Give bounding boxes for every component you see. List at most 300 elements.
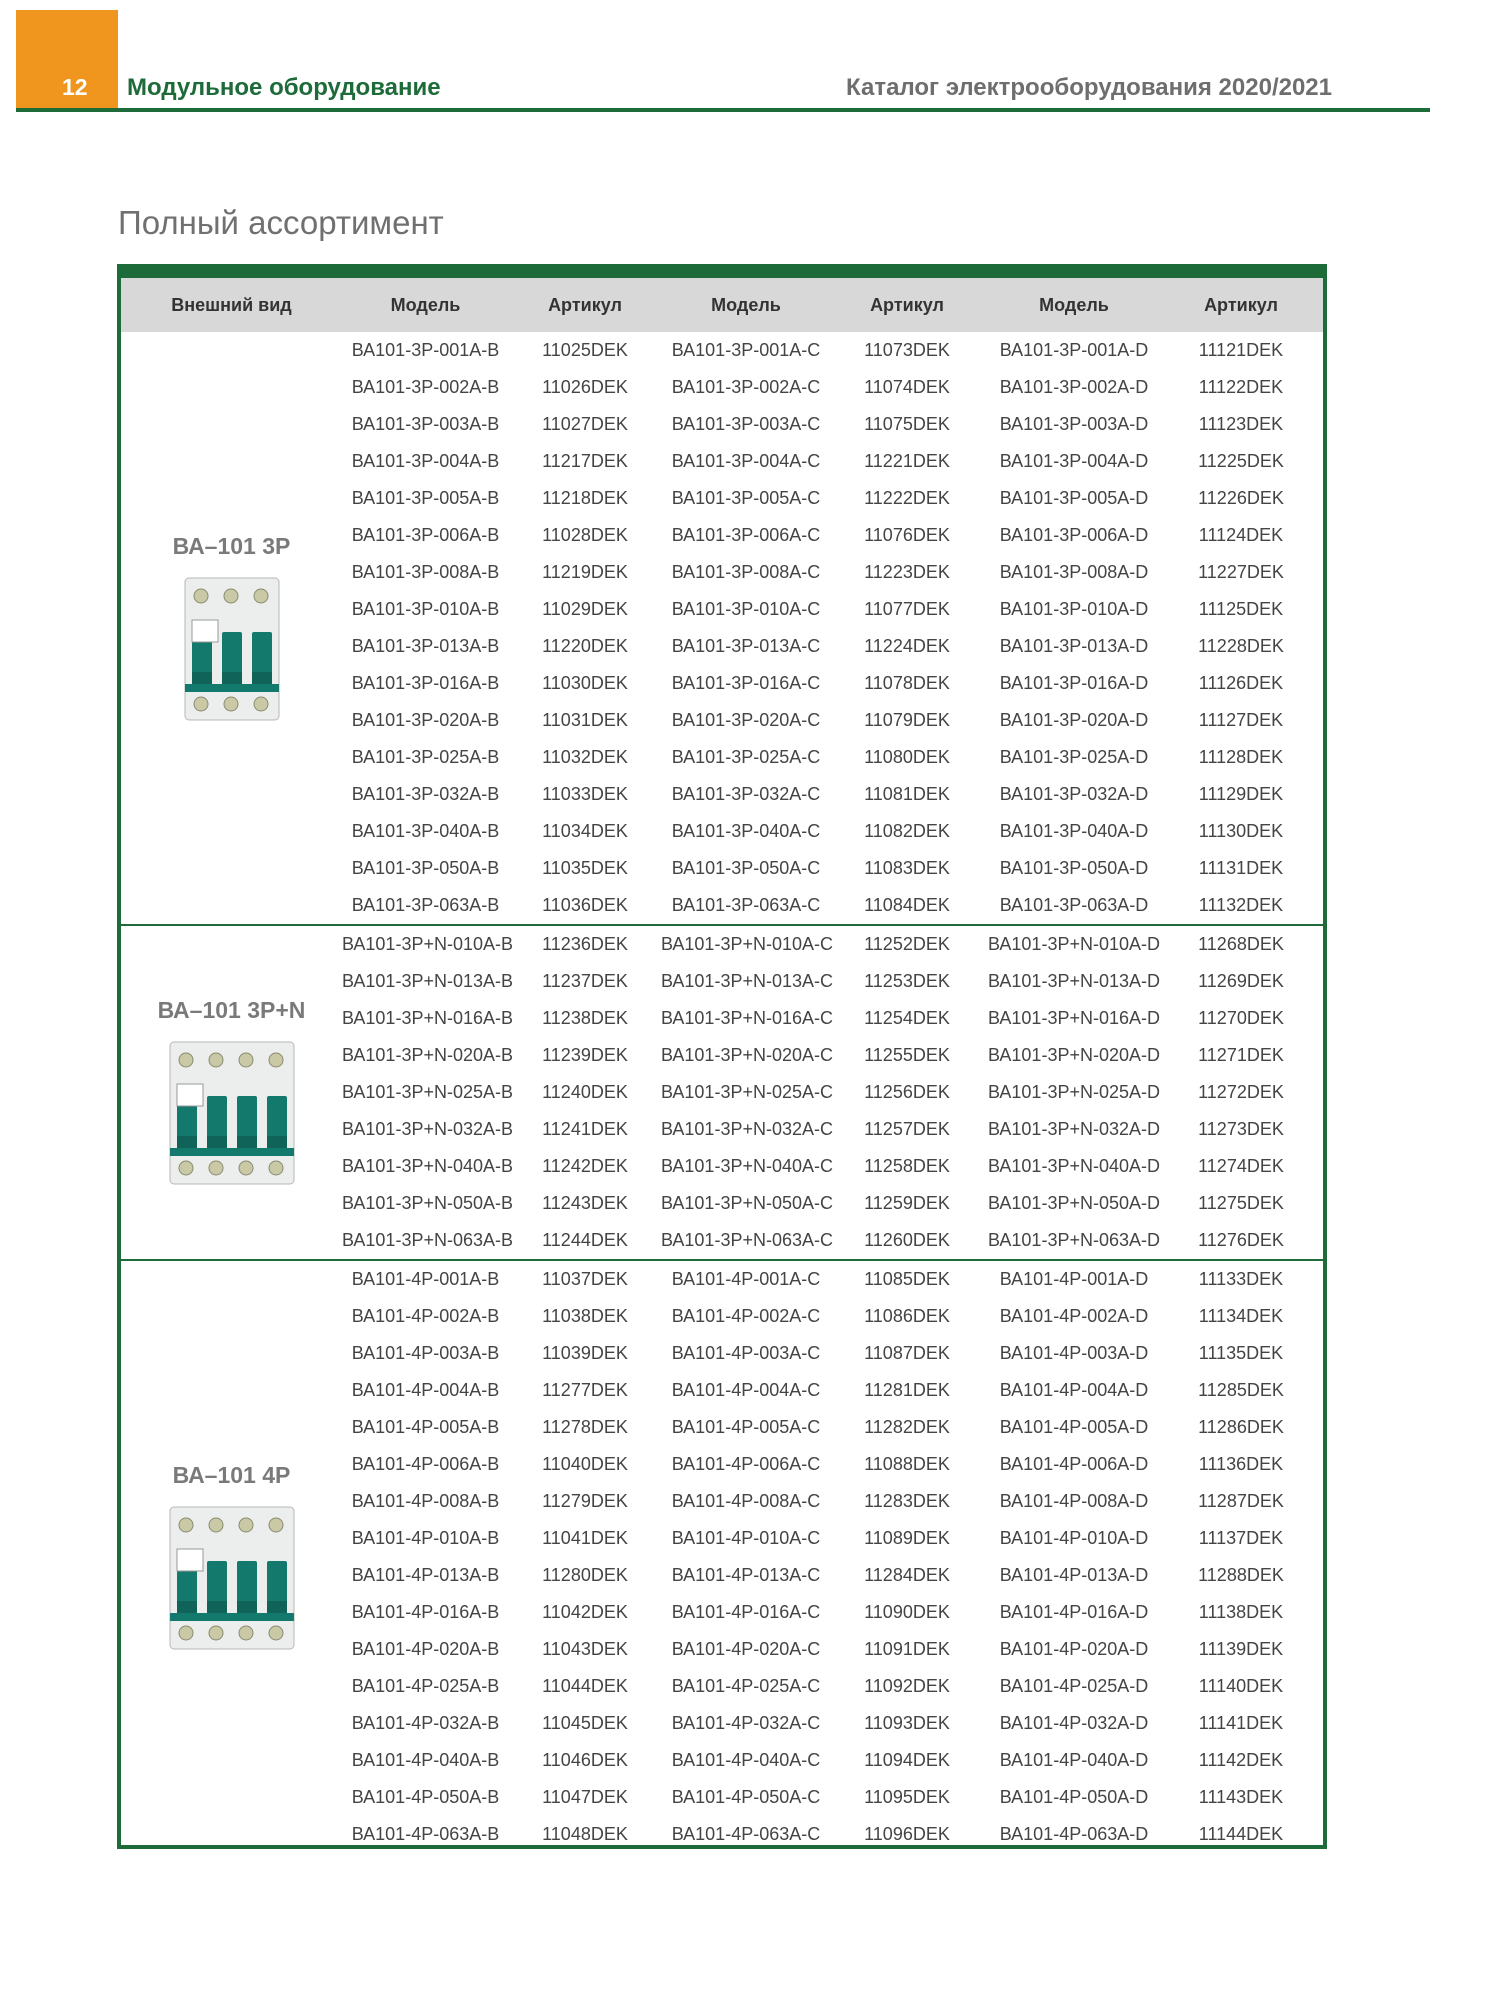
article-cell: 11038DEK [542,1306,628,1326]
product-appearance-cell [121,1261,342,1853]
article-cell: 11242DEK [542,1156,628,1176]
model-cell: ВА101-3P-008A-C [671,562,821,582]
model-cell: ВА101-3P-004A-D [999,451,1149,471]
model-cell: ВА101-3P-025A-D [999,747,1149,767]
table-row [342,1037,1323,1074]
table-header [121,278,1323,332]
article-cell: 11268DEK [1198,934,1284,954]
article-cell: 11139DEK [1198,1639,1284,1659]
table-row [342,1261,1323,1298]
article-cell: 11129DEK [1198,784,1284,804]
article-cell: 11078DEK [864,673,950,693]
article-cell: 11026DEK [542,377,628,397]
model-cell: ВА101-3P+N-025A-D [988,1082,1160,1102]
model-cell: ВА101-3P-002A-C [671,377,821,397]
model-cell: ВА101-4P-032A-D [999,1713,1149,1733]
article-cell: 11281DEK [864,1380,950,1400]
model-cell: ВА101-3P-016A-D [999,673,1149,693]
article-cell: 11028DEK [542,525,628,545]
article-cell: 11036DEK [542,895,628,915]
model-cell: ВА101-3P-016A-B [351,673,500,693]
article-cell: 11138DEK [1198,1602,1284,1622]
model-cell: ВА101-3P-002A-B [351,377,500,397]
article-cell: 11029DEK [542,599,628,619]
model-cell: ВА101-4P-013A-B [351,1565,500,1585]
model-cell: ВА101-3P+N-040A-C [661,1156,833,1176]
article-cell: 11089DEK [864,1528,950,1548]
article-cell: 11140DEK [1198,1676,1284,1696]
article-cell: 11131DEK [1198,858,1284,878]
product-series-name: ВА–101 3Р+N [157,997,306,1023]
article-cell: 11125DEK [1198,599,1284,619]
table-row [342,887,1323,924]
product-series-name: ВА–101 4Р [172,1461,291,1488]
article-cell: 11257DEK [864,1119,950,1139]
article-cell: 11037DEK [542,1269,628,1289]
article-cell: 11133DEK [1198,1269,1284,1289]
model-cell: ВА101-3P-010A-B [351,599,500,619]
table-row [342,1074,1323,1111]
model-cell: ВА101-3P-050A-C [671,858,821,878]
model-cell: ВА101-4P-040A-B [351,1750,500,1770]
article-cell: 11076DEK [864,525,950,545]
model-cell: ВА101-4P-005A-C [671,1417,821,1437]
model-cell: ВА101-3P-040A-C [671,821,821,841]
model-cell: ВА101-3P+N-016A-C [661,1008,833,1028]
article-cell: 11277DEK [542,1380,628,1400]
article-cell: 11035DEK [542,858,628,878]
product-appearance-cell [121,926,342,1259]
model-cell: ВА101-3P+N-016A-D [988,1008,1160,1028]
model-cell: ВА101-4P-013A-D [999,1565,1149,1585]
article-cell: 11027DEK [542,414,628,434]
model-cell: ВА101-3P+N-063A-C [661,1230,833,1250]
model-cell: ВА101-3P+N-013A-C [661,971,833,991]
table-row [342,1668,1323,1705]
table-row [342,1000,1323,1037]
model-cell: ВА101-3P+N-040A-D [988,1156,1160,1176]
article-cell: 11283DEK [864,1491,950,1511]
table-row [342,1372,1323,1409]
model-cell: ВА101-4P-010A-C [671,1528,821,1548]
product-group [121,1261,1323,1853]
article-cell: 11220DEK [542,636,628,656]
model-cell: ВА101-4P-005A-B [351,1417,500,1437]
article-cell: 11271DEK [1198,1045,1284,1065]
model-cell: ВА101-3P+N-050A-B [342,1193,513,1213]
column-header: Модель [711,294,781,315]
article-cell: 11275DEK [1198,1193,1284,1213]
table-row [342,591,1323,628]
model-cell: ВА101-4P-016A-D [999,1602,1149,1622]
model-cell: ВА101-3P-020A-B [351,710,500,730]
model-cell: ВА101-3P+N-020A-D [988,1045,1160,1065]
model-cell: ВА101-3P+N-063A-D [988,1230,1160,1250]
product-group [121,926,1323,1261]
table-row [342,443,1323,480]
article-cell: 11144DEK [1198,1824,1284,1844]
article-cell: 11241DEK [542,1119,628,1139]
model-cell: ВА101-3P+N-013A-B [342,971,513,991]
model-cell: ВА101-4P-063A-D [999,1824,1149,1844]
model-cell: ВА101-4P-025A-C [671,1676,821,1696]
model-cell: ВА101-3P+N-040A-B [342,1156,513,1176]
model-cell: ВА101-4P-008A-C [671,1491,821,1511]
model-cell: ВА101-3P+N-013A-D [988,971,1160,991]
model-cell: ВА101-3P-003A-B [351,414,500,434]
model-cell: ВА101-4P-003A-D [999,1343,1149,1363]
article-cell: 11043DEK [542,1639,628,1659]
article-cell: 11094DEK [864,1750,950,1770]
article-cell: 11226DEK [1198,488,1284,508]
table-row [342,1557,1323,1594]
article-cell: 11091DEK [864,1639,950,1659]
article-cell: 11252DEK [864,934,950,954]
article-cell: 11222DEK [864,488,950,508]
model-cell: ВА101-3P-050A-D [999,858,1149,878]
article-cell: 11223DEK [864,562,950,582]
table-row [342,1446,1323,1483]
article-cell: 11046DEK [542,1750,628,1770]
model-cell: ВА101-3P+N-010A-B [342,934,513,954]
article-cell: 11128DEK [1198,747,1284,767]
article-cell: 11135DEK [1198,1343,1284,1363]
model-cell: ВА101-4P-008A-D [999,1491,1149,1511]
model-cell: ВА101-3P-050A-B [351,858,500,878]
model-cell: ВА101-3P+N-032A-B [342,1119,513,1139]
table-row [342,1185,1323,1222]
article-cell: 11276DEK [1198,1230,1284,1250]
model-cell: ВА101-4P-025A-D [999,1676,1149,1696]
article-cell: 11048DEK [542,1824,628,1844]
model-cell: ВА101-4P-013A-C [671,1565,821,1585]
model-cell: ВА101-3P-005A-B [351,488,500,508]
page-number: 12 [62,74,88,100]
article-cell: 11259DEK [864,1193,950,1213]
section-title: Модульное оборудование [127,74,441,101]
article-cell: 11142DEK [1198,1750,1284,1770]
model-cell: ВА101-4P-010A-D [999,1528,1149,1548]
article-cell: 11286DEK [1198,1417,1284,1437]
column-header: Артикул [1204,294,1278,315]
table-row [342,554,1323,591]
article-cell: 11086DEK [864,1306,950,1326]
article-cell: 11270DEK [1198,1008,1284,1028]
table-row [342,739,1323,776]
article-cell: 11095DEK [864,1787,950,1807]
model-cell: ВА101-3P-020A-D [999,710,1149,730]
model-cell: ВА101-3P+N-032A-C [661,1119,833,1139]
model-cell: ВА101-3P+N-010A-D [988,934,1160,954]
model-cell: ВА101-3P-040A-B [351,821,500,841]
model-cell: ВА101-4P-016A-B [351,1602,500,1622]
model-cell: ВА101-3P+N-010A-C [661,934,833,954]
article-cell: 11079DEK [864,710,950,730]
model-cell: ВА101-4P-006A-B [351,1454,500,1474]
article-cell: 11030DEK [542,673,628,693]
model-cell: ВА101-4P-001A-C [671,1269,821,1289]
model-cell: ВА101-3P+N-050A-D [988,1193,1160,1213]
model-cell: ВА101-4P-001A-D [999,1269,1149,1289]
article-cell: 11025DEK [542,340,628,360]
model-cell: ВА101-3P-010A-D [999,599,1149,619]
article-cell: 11254DEK [864,1008,950,1028]
table-row [342,1298,1323,1335]
table-row [342,406,1323,443]
model-cell: ВА101-4P-050A-D [999,1787,1149,1807]
table-row [342,1594,1323,1631]
article-cell: 11136DEK [1198,1454,1284,1474]
model-cell: ВА101-3P+N-016A-B [342,1008,513,1028]
model-cell: ВА101-4P-002A-B [351,1306,500,1326]
article-cell: 11081DEK [864,784,950,804]
model-cell: ВА101-3P-032A-D [999,784,1149,804]
article-cell: 11227DEK [1198,562,1284,582]
article-cell: 11218DEK [542,488,628,508]
article-cell: 11269DEK [1198,971,1284,991]
model-cell: ВА101-3P-006A-D [999,525,1149,545]
article-cell: 11255DEK [864,1045,950,1065]
model-cell: ВА101-4P-016A-C [671,1602,821,1622]
table-row [342,1335,1323,1372]
model-cell: ВА101-3P+N-063A-B [342,1230,513,1250]
article-cell: 11239DEK [542,1045,628,1065]
article-cell: 11087DEK [864,1343,950,1363]
table-row [342,480,1323,517]
model-cell: ВА101-3P-025A-C [671,747,821,767]
article-cell: 11085DEK [864,1269,950,1289]
table-row [342,1409,1323,1446]
circuit-breaker-image [167,1503,297,1653]
article-cell: 11287DEK [1198,1491,1284,1511]
model-cell: ВА101-3P-063A-C [671,895,821,915]
article-cell: 11073DEK [864,340,950,360]
article-cell: 11243DEK [542,1193,628,1213]
article-cell: 11284DEK [864,1565,950,1585]
model-cell: ВА101-3P-001A-C [671,340,821,360]
table-row [342,1779,1323,1816]
table-row [342,850,1323,887]
model-cell: ВА101-3P+N-025A-C [661,1082,833,1102]
model-cell: ВА101-3P-003A-D [999,414,1149,434]
table-body [121,332,1323,1853]
article-cell: 11032DEK [542,747,628,767]
model-cell: ВА101-4P-004A-C [671,1380,821,1400]
page-title: Полный ассортимент [118,204,444,241]
article-cell: 11288DEK [1198,1565,1284,1585]
table-row [342,1111,1323,1148]
product-series-name: ВА–101 3Р [172,532,291,559]
model-cell: ВА101-3P-032A-B [351,784,500,804]
model-cell: ВА101-3P-032A-C [671,784,821,804]
article-cell: 11042DEK [542,1602,628,1622]
article-cell: 11084DEK [864,895,950,915]
article-cell: 11274DEK [1198,1156,1284,1176]
model-cell: ВА101-4P-040A-C [671,1750,821,1770]
table-row [342,628,1323,665]
article-cell: 11047DEK [542,1787,628,1807]
article-cell: 11080DEK [864,747,950,767]
article-cell: 11225DEK [1198,451,1284,471]
article-cell: 11282DEK [864,1417,950,1437]
article-cell: 11044DEK [542,1676,628,1696]
model-cell: ВА101-3P-004A-B [351,451,500,471]
article-cell: 11217DEK [542,451,628,471]
article-cell: 11273DEK [1198,1119,1284,1139]
article-cell: 11238DEK [542,1008,628,1028]
model-cell: ВА101-4P-002A-C [671,1306,821,1326]
table-row [342,926,1323,963]
table-row [342,1816,1323,1853]
article-cell: 11083DEK [864,858,950,878]
article-cell: 11236DEK [542,934,628,954]
model-cell: ВА101-4P-050A-C [671,1787,821,1807]
article-cell: 11122DEK [1198,377,1284,397]
model-cell: ВА101-3P-013A-C [671,636,821,656]
article-cell: 11040DEK [542,1454,628,1474]
model-cell: ВА101-4P-063A-B [351,1824,500,1844]
column-header: Артикул [548,294,622,315]
model-cell: ВА101-4P-063A-C [671,1824,821,1844]
article-cell: 11285DEK [1198,1380,1284,1400]
model-cell: ВА101-3P+N-032A-D [988,1119,1160,1139]
model-cell: ВА101-3P-008A-D [999,562,1149,582]
article-cell: 11031DEK [542,710,628,730]
model-cell: ВА101-3P-040A-D [999,821,1149,841]
article-cell: 11039DEK [542,1343,628,1363]
model-cell: ВА101-3P-020A-C [671,710,821,730]
model-cell: ВА101-4P-020A-D [999,1639,1149,1659]
article-cell: 11219DEK [542,562,628,582]
model-cell: ВА101-4P-004A-B [351,1380,500,1400]
model-cell: ВА101-3P-001A-B [351,340,500,360]
article-cell: 11132DEK [1198,895,1284,915]
model-cell: ВА101-4P-005A-D [999,1417,1149,1437]
article-cell: 11137DEK [1198,1528,1284,1548]
model-cell: ВА101-3P+N-020A-C [661,1045,833,1065]
article-cell: 11240DEK [542,1082,628,1102]
article-cell: 11134DEK [1198,1306,1284,1326]
model-cell: ВА101-4P-010A-B [351,1528,500,1548]
article-cell: 11033DEK [542,784,628,804]
article-cell: 11244DEK [542,1230,628,1250]
article-cell: 11045DEK [542,1713,628,1733]
model-cell: ВА101-4P-006A-C [671,1454,821,1474]
article-cell: 11224DEK [864,636,950,656]
article-cell: 11041DEK [542,1528,628,1548]
model-cell: ВА101-3P-013A-D [999,636,1149,656]
article-cell: 11228DEK [1198,636,1284,656]
table-row [342,1631,1323,1668]
model-cell: ВА101-3P-063A-D [999,895,1149,915]
table-row [342,369,1323,406]
model-cell: ВА101-4P-050A-B [351,1787,500,1807]
model-cell: ВА101-3P-010A-C [671,599,821,619]
article-cell: 11127DEK [1198,710,1284,730]
column-header: Артикул [870,294,944,315]
article-cell: 11124DEK [1198,525,1284,545]
model-cell: ВА101-4P-003A-B [351,1343,500,1363]
catalog-title: Каталог электрооборудования 2020/2021 [846,74,1332,101]
article-cell: 11272DEK [1198,1082,1284,1102]
article-cell: 11256DEK [864,1082,950,1102]
model-cell: ВА101-3P-005A-D [999,488,1149,508]
article-cell: 11258DEK [864,1156,950,1176]
model-cell: ВА101-3P-004A-C [671,451,821,471]
article-cell: 11260DEK [864,1230,950,1250]
model-cell: ВА101-3P-002A-D [999,377,1149,397]
model-cell: ВА101-4P-032A-C [671,1713,821,1733]
article-cell: 11253DEK [864,971,950,991]
table-row [342,1148,1323,1185]
table-row [342,1222,1323,1259]
article-cell: 11088DEK [864,1454,950,1474]
article-cell: 11126DEK [1198,673,1284,693]
model-cell: ВА101-4P-032A-B [351,1713,500,1733]
model-cell: ВА101-3P+N-020A-B [342,1045,513,1065]
circuit-breaker-image [182,574,282,724]
table-row [342,702,1323,739]
model-cell: ВА101-4P-002A-D [999,1306,1149,1326]
model-cell: ВА101-4P-003A-C [671,1343,821,1363]
model-cell: ВА101-4P-008A-B [351,1491,500,1511]
table-row [342,1520,1323,1557]
table-row [342,332,1323,369]
article-cell: 11141DEK [1198,1713,1284,1733]
table-row [342,813,1323,850]
model-cell: ВА101-4P-040A-D [999,1750,1149,1770]
model-cell: ВА101-3P-001A-D [999,340,1149,360]
model-cell: ВА101-3P-008A-B [351,562,500,582]
article-cell: 11082DEK [864,821,950,841]
model-cell: ВА101-3P-005A-C [671,488,821,508]
model-cell: ВА101-3P-063A-B [351,895,500,915]
model-cell: ВА101-3P+N-050A-C [661,1193,833,1213]
model-cell: ВА101-3P-016A-C [671,673,821,693]
article-cell: 11130DEK [1198,821,1284,841]
article-cell: 11221DEK [864,451,950,471]
article-cell: 11096DEK [864,1824,950,1844]
column-header: Модель [1039,294,1109,315]
product-table [117,264,1327,1849]
article-cell: 11123DEK [1198,414,1284,434]
circuit-breaker-image [167,1038,297,1188]
article-cell: 11279DEK [542,1491,628,1511]
header-divider [16,108,1430,112]
table-row [342,517,1323,554]
article-cell: 11280DEK [542,1565,628,1585]
table-row [342,776,1323,813]
table-row [342,665,1323,702]
article-cell: 11075DEK [864,414,950,434]
table-row [342,1705,1323,1742]
product-appearance-cell [121,332,342,924]
model-cell: ВА101-4P-006A-D [999,1454,1149,1474]
model-cell: ВА101-4P-020A-B [351,1639,500,1659]
model-cell: ВА101-4P-001A-B [351,1269,500,1289]
table-row [342,1483,1323,1520]
model-cell: ВА101-4P-020A-C [671,1639,821,1659]
model-cell: ВА101-4P-004A-D [999,1380,1149,1400]
column-header: Внешний вид [171,294,292,315]
article-cell: 11074DEK [864,377,950,397]
product-group [121,332,1323,926]
model-cell: ВА101-4P-025A-B [351,1676,500,1696]
article-cell: 11121DEK [1198,340,1284,360]
article-cell: 11143DEK [1198,1787,1284,1807]
model-cell: ВА101-3P+N-025A-B [342,1082,513,1102]
model-cell: ВА101-3P-025A-B [351,747,500,767]
